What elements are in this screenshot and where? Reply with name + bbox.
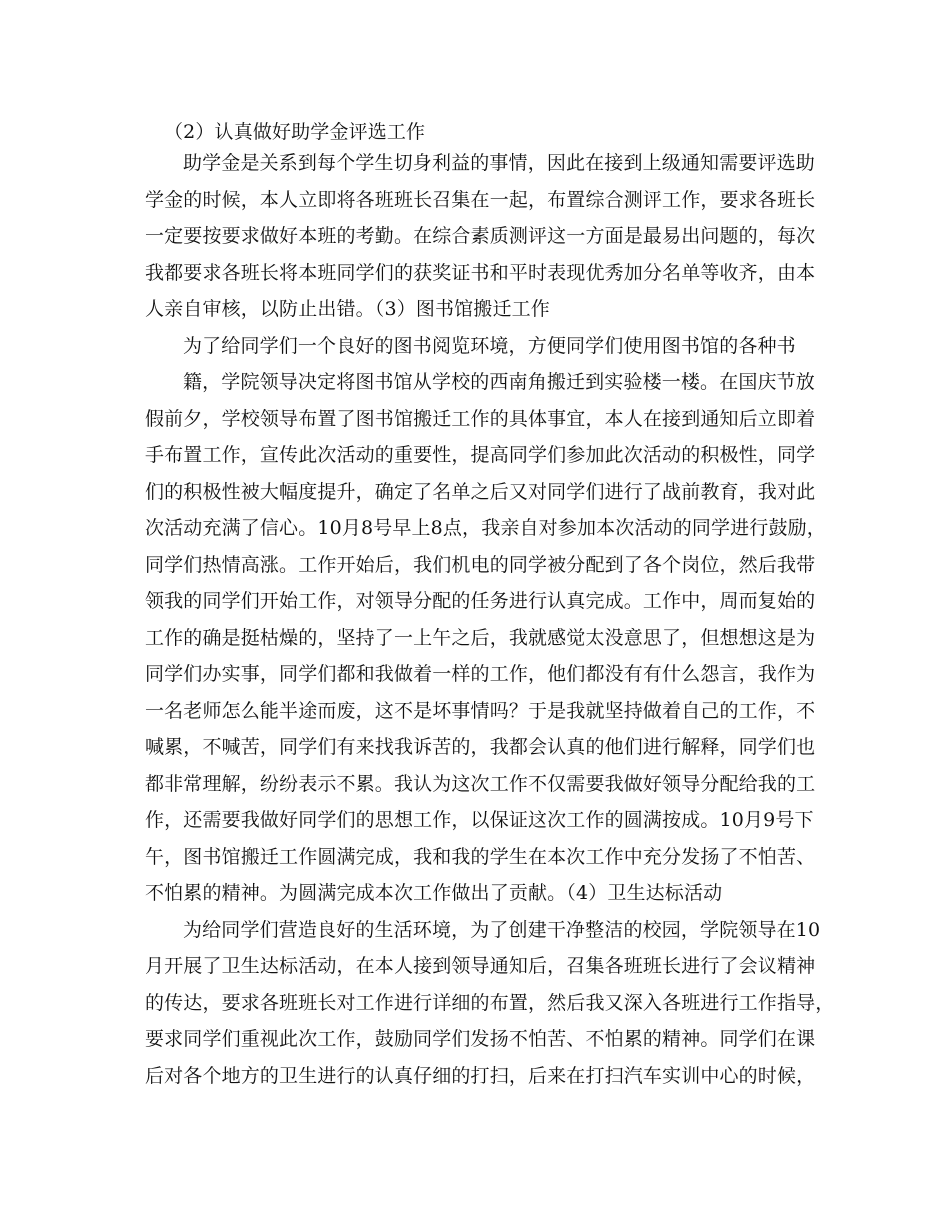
paragraph-line: 学金的时候，本人立即将各班班长召集在一起，布置综合测评工作，要求各班长 <box>145 189 816 211</box>
paragraph-line: 一定要按要求做好本班的考勤。在综合素质测评这一方面是最易出问题的，每次 <box>145 225 816 247</box>
paragraph-line: 工作的确是挺枯燥的，坚持了一上午之后，我就感觉太没意思了，但想想这是为 <box>145 627 816 649</box>
paragraph-line: 要求同学们重视此次工作，鼓励同学们发扬不怕苦、不怕累的精神。同学们在课 <box>145 1028 816 1050</box>
paragraph-line: 助学金是关系到每个学生切身利益的事情，因此在接到上级通知需要评选助 <box>183 152 815 174</box>
paragraph-line: 喊累，不喊苦，同学们有来找我诉苦的，我都会认真的他们进行解释，同学们也 <box>145 736 816 758</box>
paragraph-line: 为给同学们营造良好的生活环境，为了创建干净整洁的校园，学院领导在10 <box>183 919 821 941</box>
paragraph-line: 月开展了卫生达标活动，在本人接到领导通知后，召集各班班长进行了会议精神 <box>145 955 816 977</box>
paragraph-line: 都非常理解，纷纷表示不累。我认为这次工作不仅需要我做好领导分配给我的工 <box>145 773 816 795</box>
paragraph-line: 领我的同学们开始工作，对领导分配的任务进行认真完成。工作中，周而复始的 <box>145 590 816 612</box>
paragraph-line: 次活动充满了信心。10月8号早上8点，我亲自对参加本次活动的同学进行鼓励， <box>145 517 826 539</box>
paragraph-line: 后对各个地方的卫生进行的认真仔细的打扫，后来在打扫汽车实训中心的时候， <box>145 1065 816 1087</box>
paragraph-line: 一名老师怎么能半途而废，这不是坏事情吗？于是我就坚持做着自己的工作，不 <box>145 700 816 722</box>
paragraph-line: 作，还需要我做好同学们的思想工作，以保证这次工作的圆满按成。10月9号下 <box>145 809 814 831</box>
paragraph-line: 不怕累的精神。为圆满完成本次工作做出了贡献。（4）卫生达标活动 <box>145 882 723 904</box>
section-heading-grant-selection: （2）认真做好助学金评选工作 <box>164 121 426 143</box>
paragraph-line: 的传达，要求各班班长对工作进行详细的布置，然后我又深入各班进行工作指导， <box>145 992 835 1014</box>
paragraph-line: 为了给同学们一个良好的图书阅览环境，方便同学们使用图书馆的各种书 <box>183 335 796 357</box>
paragraph-line: 我都要求各班长将本班同学们的获奖证书和平时表现优秀加分名单等收齐，由本 <box>145 262 816 284</box>
paragraph-line: 同学们热情高涨。工作开始后，我们机电的同学被分配到了各个岗位，然后我带 <box>145 554 816 576</box>
paragraph-line: 同学们办实事，同学们都和我做着一样的工作，他们都没有有什么怨言，我作为 <box>145 663 816 685</box>
paragraph-line: 人亲自审核，以防止出错。（3）图书馆搬迁工作 <box>145 298 550 320</box>
paragraph-line: 籍，学院领导决定将图书馆从学校的西南角搬迁到实验楼一楼。在国庆节放 <box>183 371 815 393</box>
paragraph-line: 手布置工作，宣传此次活动的重要性，提高同学们参加此次活动的积极性，同学 <box>145 444 816 466</box>
paragraph-line: 们的积极性被大幅度提升，确定了名单之后又对同学们进行了战前教育，我对此 <box>145 481 816 503</box>
paragraph-line: 午，图书馆搬迁工作圆满完成，我和我的学生在本次工作中充分发扬了不怕苦、 <box>145 846 816 868</box>
paragraph-line: 假前夕，学校领导布置了图书馆搬迁工作的具体事宜，本人在接到通知后立即着 <box>145 408 816 430</box>
